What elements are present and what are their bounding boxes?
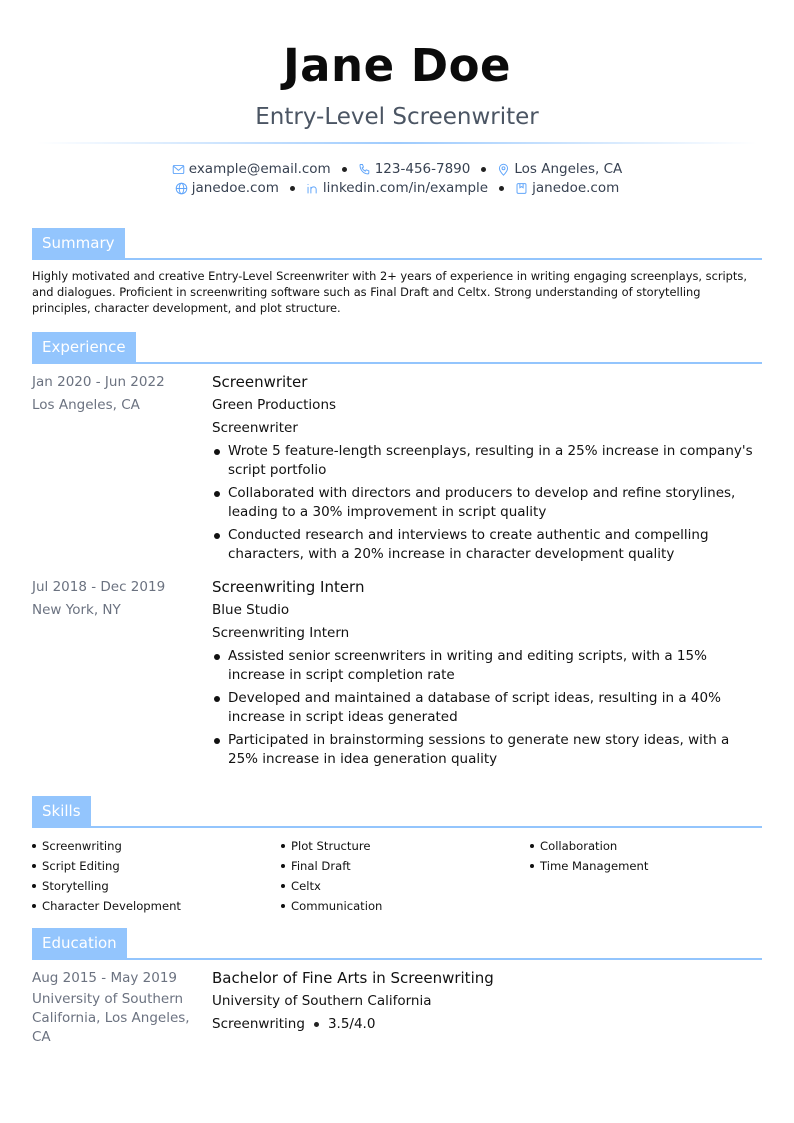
contact-separator bbox=[342, 167, 347, 172]
experience-entry bbox=[32, 371, 762, 564]
experience-role: Screenwriter bbox=[212, 373, 308, 391]
experience-subtitle: Screenwriting Intern bbox=[212, 625, 350, 641]
contact-linkedin[interactable] bbox=[306, 179, 488, 198]
skill-item: Communication bbox=[281, 896, 530, 916]
experience-bullet: Developed and maintained a database of script ideas, resulting in a 40% increase in script ideas generated bbox=[212, 689, 762, 727]
contact-email[interactable] bbox=[172, 160, 331, 179]
education-entry bbox=[32, 967, 762, 1045]
experience-details bbox=[212, 576, 762, 769]
skill-item: Script Editing bbox=[32, 856, 281, 876]
contact-portfolio[interactable] bbox=[515, 179, 619, 198]
experience-heading: Experience bbox=[32, 332, 136, 362]
contact-info bbox=[0, 160, 794, 198]
location-pin-icon bbox=[497, 163, 510, 176]
skills-column bbox=[281, 836, 530, 916]
education-heading: Education bbox=[32, 928, 127, 958]
contact-separator bbox=[290, 186, 295, 191]
experience-bullet: Participated in brainstorming sessions to generate new story ideas, with a 25% increase in idea generation quality bbox=[212, 731, 762, 769]
summary-heading: Summary bbox=[32, 228, 125, 258]
skills-section bbox=[32, 796, 762, 916]
skills-heading: Skills bbox=[32, 796, 91, 826]
skill-item: Time Management bbox=[530, 856, 762, 876]
candidate-title: Entry-Level Screenwriter bbox=[255, 104, 539, 130]
skill-item: Plot Structure bbox=[281, 836, 530, 856]
education-gpa: 3.5/4.0 bbox=[327, 1016, 376, 1032]
skills-column bbox=[32, 836, 281, 916]
experience-entry bbox=[32, 576, 762, 769]
contact-website-text: janedoe.com bbox=[191, 180, 279, 196]
contact-phone[interactable] bbox=[358, 160, 471, 179]
experience-company: Blue Studio bbox=[212, 602, 290, 618]
experience-bullet: Conducted research and interviews to create authentic and compelling characters, with a 20% increase in character development quality bbox=[212, 526, 762, 564]
experience-location: Los Angeles, CA bbox=[32, 397, 140, 413]
experience-section bbox=[32, 332, 762, 773]
skill-item: Character Development bbox=[32, 896, 281, 916]
phone-icon bbox=[358, 163, 371, 176]
contact-row-1 bbox=[0, 160, 794, 179]
experience-meta bbox=[32, 371, 192, 417]
experience-location: New York, NY bbox=[32, 602, 121, 618]
experience-bullets bbox=[212, 647, 762, 769]
summary-text: Highly motivated and creative Entry-Level Screenwriter with 2+ years of experience in writing engaging screenplays, scripts, and dialogues. Proficient in screenwriting software such as Final Draft and Celtx. Strong understanding of storytelling principles, character development, and plot structure. bbox=[32, 269, 747, 315]
experience-bullets bbox=[212, 442, 762, 564]
skill-item: Celtx bbox=[281, 876, 530, 896]
skills-grid bbox=[32, 836, 762, 916]
contact-row-2 bbox=[0, 179, 794, 198]
contact-linkedin-text: linkedin.com/in/example bbox=[322, 180, 489, 196]
skills-header bbox=[32, 796, 762, 828]
header-divider bbox=[37, 142, 757, 144]
education-degree: Bachelor of Fine Arts in Screenwriting bbox=[212, 969, 494, 987]
summary-section bbox=[32, 228, 762, 316]
experience-bullet: Collaborated with directors and producers to develop and refine storylines, leading to a 30% improvement in script quality bbox=[212, 484, 762, 522]
linkedin-icon bbox=[306, 182, 319, 195]
contact-location bbox=[497, 160, 622, 179]
education-location: University of Southern California, Los Angeles, CA bbox=[32, 991, 190, 1045]
experience-company: Green Productions bbox=[212, 397, 337, 413]
education-meta-line bbox=[212, 1013, 762, 1036]
education-details bbox=[212, 967, 762, 1036]
education-section bbox=[32, 928, 762, 1045]
experience-meta bbox=[32, 576, 192, 622]
summary-header bbox=[32, 228, 762, 260]
education-meta bbox=[32, 967, 190, 1047]
experience-bullet: Wrote 5 feature-length screenplays, resulting in a 25% increase in company's script portfolio bbox=[212, 442, 762, 480]
experience-subtitle: Screenwriter bbox=[212, 420, 298, 436]
mail-icon bbox=[172, 163, 185, 176]
experience-header bbox=[32, 332, 762, 364]
skill-item: Storytelling bbox=[32, 876, 281, 896]
bookmark-icon bbox=[515, 182, 528, 195]
contact-website[interactable] bbox=[175, 179, 279, 198]
experience-details bbox=[212, 371, 762, 564]
globe-icon bbox=[175, 182, 188, 195]
education-school: University of Southern California bbox=[212, 993, 432, 1009]
contact-portfolio-text: janedoe.com bbox=[532, 180, 620, 196]
skill-item: Collaboration bbox=[530, 836, 762, 856]
experience-bullet: Assisted senior screenwriters in writing and editing scripts, with a 15% increase in script completion rate bbox=[212, 647, 762, 685]
skill-item: Screenwriting bbox=[32, 836, 281, 856]
experience-role: Screenwriting Intern bbox=[212, 578, 365, 596]
contact-separator bbox=[481, 167, 486, 172]
contact-location-text: Los Angeles, CA bbox=[514, 161, 623, 177]
contact-separator bbox=[499, 186, 504, 191]
candidate-name: Jane Doe bbox=[282, 39, 512, 92]
education-field: Screenwriting bbox=[212, 1016, 305, 1032]
education-separator bbox=[314, 1022, 319, 1027]
contact-email-text: example@email.com bbox=[188, 161, 331, 177]
education-header bbox=[32, 928, 762, 960]
skills-column bbox=[530, 836, 762, 916]
education-dates: Aug 2015 - May 2019 bbox=[32, 970, 178, 986]
experience-dates: Jul 2018 - Dec 2019 bbox=[32, 579, 166, 595]
resume-header bbox=[0, 38, 794, 198]
contact-phone-text: 123-456-7890 bbox=[374, 161, 471, 177]
skill-item: Final Draft bbox=[281, 856, 530, 876]
experience-dates: Jan 2020 - Jun 2022 bbox=[32, 374, 165, 390]
